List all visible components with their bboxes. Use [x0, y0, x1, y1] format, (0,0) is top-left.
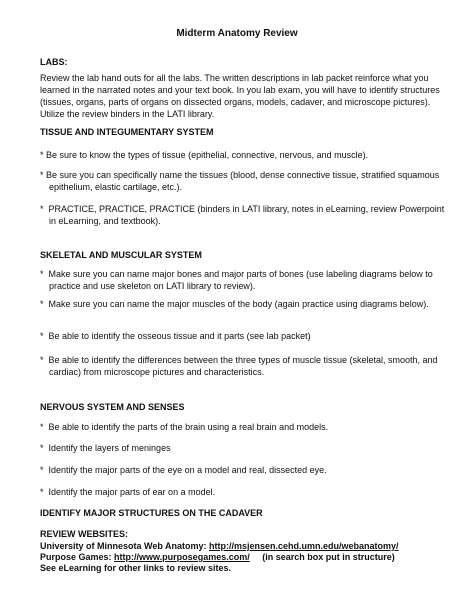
skeletal-bullet-1: * Make sure you can name major bones and major parts of bones (use labeling diagrams below to practice and use skeleton on LATI library to review). — [40, 269, 436, 291]
tissue-bullet-2: * Be sure you can specifically name the tissues (blood, dense connective tissue, stratified squamous epithelium, elastic cartilage, etc.). — [40, 170, 442, 192]
nervous-heading: NERVOUS SYSTEM AND SENSES — [40, 402, 185, 412]
tissue-heading: TISSUE AND INTEGUMENTARY SYSTEM — [40, 127, 214, 137]
review-line-elearning: See eLearning for other links to review sites. — [40, 563, 232, 573]
skeletal-bullet-4: * Be able to identify the differences between the three types of muscle tissue (skeletal, smooth, and cardiac) from microscope pictures and characteristics. — [40, 355, 441, 377]
tissue-bullet-1: * Be sure to know the types of tissue (epithelial, connective, nervous, and muscle). — [40, 150, 369, 160]
skeletal-bullet-3: * Be able to identify the osseous tissue and it parts (see lab packet) — [40, 331, 311, 341]
nervous-bullet-2: * Identify the layers of meninges — [40, 443, 171, 453]
page-title: Midterm Anatomy Review — [176, 28, 298, 39]
minnesota-label: University of Minnesota Web Anatomy: — [40, 541, 210, 551]
skeletal-bullet-2: * Make sure you can name the major muscles of the body (again practice using diagrams below). — [40, 299, 429, 309]
tissue-bullet-3: * PRACTICE, PRACTICE, PRACTICE (binders in LATI library, notes in eLearning, review Powerpoint in eLearning, and textbook). — [40, 204, 447, 226]
purpose-games-link[interactable]: http://www.purposegames.com/ — [114, 552, 250, 562]
purpose-games-note: (in search box put in structure) — [249, 552, 395, 562]
cadaver-heading: IDENTIFY MAJOR STRUCTURES ON THE CADAVER — [40, 508, 263, 518]
nervous-bullet-4: * Identify the major parts of ear on a model. — [40, 487, 216, 497]
labs-heading: LABS: — [40, 57, 68, 67]
skeletal-heading: SKELETAL AND MUSCULAR SYSTEM — [40, 250, 202, 260]
minnesota-web-anatomy-link[interactable]: http://msjensen.cehd.umn.edu/webanatomy/ — [209, 541, 399, 551]
nervous-bullet-1: * Be able to identify the parts of the brain using a real brain and models. — [40, 422, 329, 432]
purpose-games-label: Purpose Games: — [40, 552, 115, 562]
labs-paragraph: Review the lab hand outs for all the labs. The written descriptions in lab packet reinforce what you learned in the narrated notes and your text book. In you lab exam, you will have to identify structures (tissues, organs, parts of organs on dissected organs, models, cadaver, and microscope pictures). Utilize the review binders in the LATI library. — [40, 73, 440, 119]
nervous-bullet-3: * Identify the major parts of the eye on a model and real, dissected eye. — [40, 465, 327, 475]
review-heading: REVIEW WEBSITES: — [40, 529, 129, 539]
